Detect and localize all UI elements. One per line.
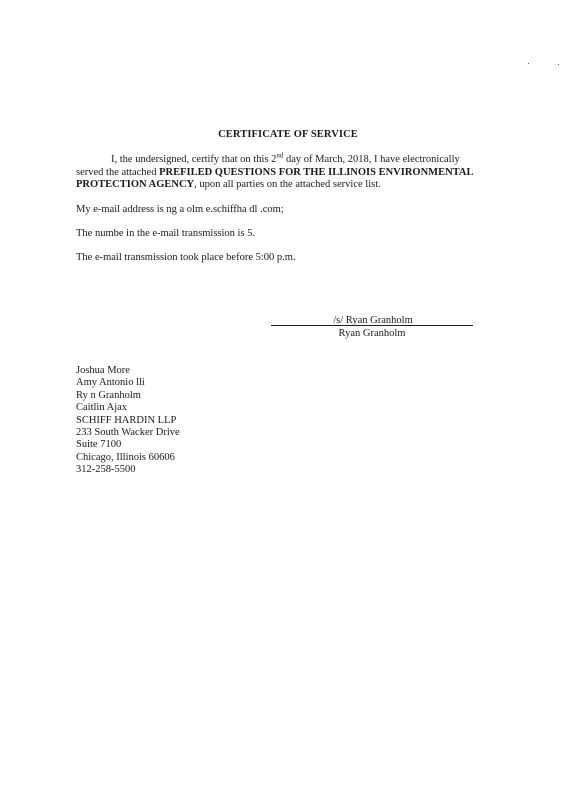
time-line: The e-mail transmission took place before 5:00 p.m. [76, 252, 296, 263]
address-line: Joshua More [76, 365, 130, 376]
document-title-part-2: PROTECTION AGENCY [76, 179, 195, 190]
document-title-part-1: PREFILED QUESTIONS FOR THE ILLINOIS ENVIRONMENTAL [159, 166, 474, 178]
email-paragraph [76, 204, 496, 217]
address-line: Amy Antonio lli [76, 377, 145, 389]
intro-line-2: served the attached PREFILED QUESTIONS FOR THE ILLINOIS ENVIRONMENTAL [76, 166, 474, 178]
ordinal-suffix: nd [276, 151, 284, 160]
address-line: 312-258-5500 [76, 464, 136, 476]
signature-line [271, 325, 473, 326]
address-line: Ry n Granholm [76, 389, 141, 401]
electronic-signature: /s/ Ryan Granholm [333, 315, 413, 326]
address-line: SCHIFF HARDIN LLP [76, 414, 177, 426]
pages-line: The numbe in the e-mail transmission is 5. [76, 228, 256, 239]
signer-name: Ryan Granholm [338, 328, 406, 339]
address-line: 233 South Wacker Drive [76, 427, 180, 439]
scan-speck [528, 63, 529, 64]
intro-paragraph [76, 151, 496, 192]
intro-line-1: I, the undersigned, certify that on this 2nd day of March, 2018, I have electronically [111, 151, 460, 165]
time-paragraph [76, 252, 496, 265]
scan-speck [558, 64, 559, 65]
signature-block [271, 314, 473, 340]
email-line: My e-mail address is ng a olm e.schiffha dl .com; [76, 204, 284, 215]
certificate-title: CERTIFICATE OF SERVICE [218, 129, 358, 140]
address-line: Chicago, Illinois 60606 [76, 451, 175, 463]
address-line: Caitlin Ajax [76, 402, 128, 414]
address-block [76, 365, 180, 477]
intro-line-3: PROTECTION AGENCY, upon all parties on the attached service list. [76, 179, 381, 190]
pages-paragraph [76, 228, 496, 241]
address-line: Suite 7100 [76, 439, 122, 451]
